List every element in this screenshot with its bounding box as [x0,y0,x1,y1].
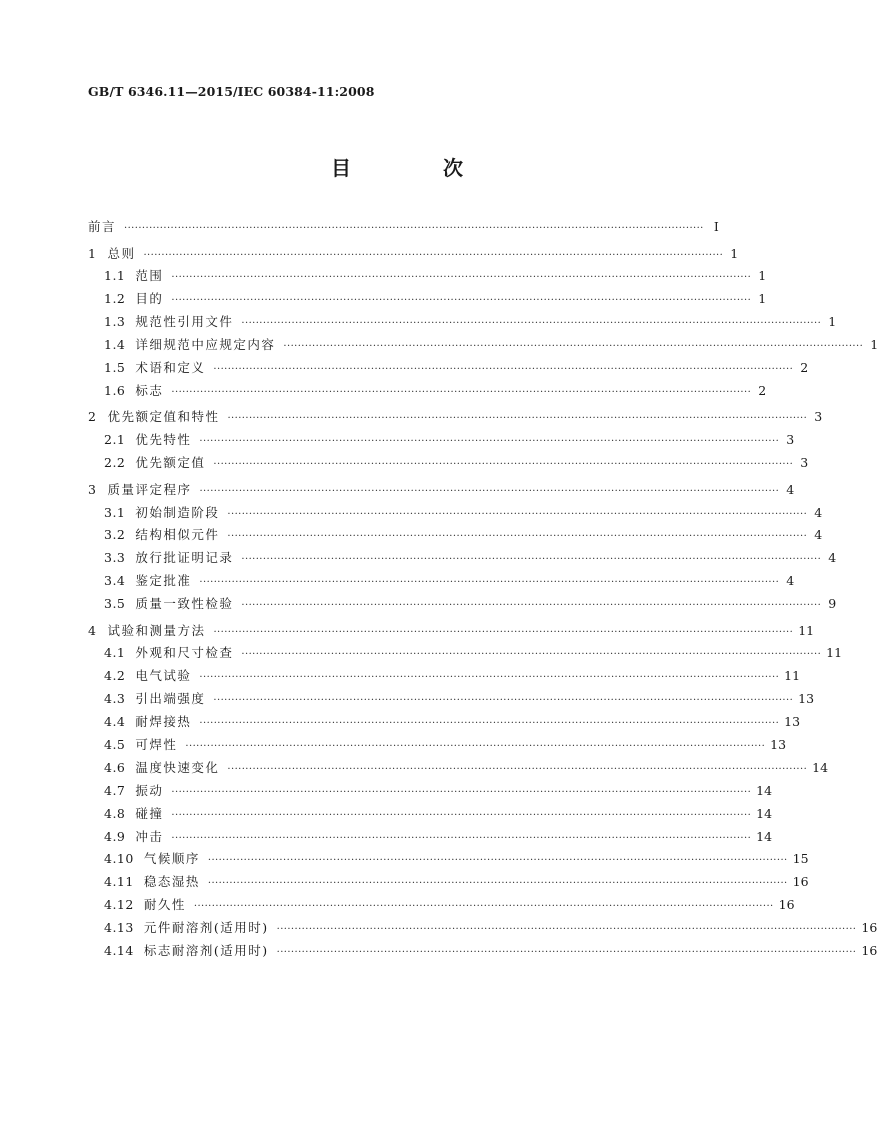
toc-entry-page: 1 [758,268,767,284]
toc-entry-number: 1 [88,245,97,261]
toc-entry[interactable] [88,691,815,708]
toc-entry[interactable] [88,805,773,823]
toc-entry-page: 3 [786,432,795,448]
toc-entry-number: 4.7 [104,782,126,798]
toc-entry-label: 气候顺序 [143,851,200,867]
toc-entry-label: 电气试验 [135,668,192,684]
dot-leader: ·································································································································································· [241,649,822,661]
toc-entry-number: 1.5 [104,359,126,375]
toc-entry-label: 耐久性 [143,897,186,913]
toc-entry-page: 16 [778,897,795,913]
toc-entry-label: 详细规范中应规定内容 [135,337,276,353]
toc-entry[interactable] [88,481,795,499]
toc-entry-page: 4 [814,504,823,520]
toc-entry[interactable] [88,550,837,567]
dot-leader: ·································································································································································· [276,924,857,936]
toc-entry-label: 元件耐溶剂(适用时) [143,920,269,936]
dot-leader: ·································································································································································· [171,272,752,284]
toc-entry-page: 1 [828,314,837,330]
toc-entry-page: 16 [861,943,878,959]
toc-entry-label: 前言 [88,219,117,234]
dot-leader: ·································································································································································· [124,223,704,234]
toc-entry-label: 范围 [135,268,164,284]
toc-entry[interactable] [88,943,878,960]
toc-entry-number: 4.11 [104,874,134,890]
dot-leader: ·································································································································································· [227,508,808,520]
toc-entry-page: 1 [730,245,739,261]
toc-entry-page: 16 [861,920,878,936]
toc-entry-label: 规范性引用文件 [135,314,234,330]
dot-leader: ·································································································································································· [199,485,780,497]
dot-leader: ·································································································································································· [171,832,752,844]
toc-entry-page: 1 [870,337,878,353]
dot-leader: ·································································································································································· [199,577,780,589]
toc-entry-page: 14 [756,805,773,821]
dot-leader: ·································································································································································· [227,413,808,425]
toc-entry-page: 11 [798,622,815,638]
toc-entry[interactable] [88,504,823,522]
toc-entry-page: 14 [812,759,829,775]
toc-entry-label: 稳态湿热 [143,874,200,890]
toc-entry-number: 3.1 [104,504,126,520]
toc-entry-page: 13 [798,691,815,707]
toc-entry-label: 温度快速变化 [135,759,220,775]
toc-entry-page: 4 [828,550,837,566]
toc-entry-number: 4.4 [104,714,126,730]
toc-entry-label: 优先额定值和特性 [107,409,220,425]
toc-entry-number: 2.2 [104,455,126,471]
toc-entry-page: 11 [784,668,801,684]
toc-entry[interactable] [88,432,795,449]
toc-entry-number: 3 [88,481,97,497]
toc-entry[interactable] [88,527,823,544]
toc-entry-number: 3.4 [104,573,126,589]
toc-entry-label: 振动 [135,782,164,798]
toc-entry-number: 4.2 [104,668,126,684]
toc-entry-number: 4.9 [104,828,126,844]
toc-entry-page: 11 [826,645,843,661]
toc-entry[interactable] [88,622,815,640]
dot-leader: ·································································································································································· [276,947,857,959]
toc-entry-page: 13 [784,714,801,730]
toc-entry[interactable] [88,828,773,846]
toc-entry-page: 14 [756,782,773,798]
toc-entry-number: 3.3 [104,550,126,566]
dot-leader: ·································································································································································· [171,809,752,821]
dot-leader: ·································································································································································· [207,878,788,890]
toc-entry-page: 3 [814,409,823,425]
dot-leader: ·································································································································································· [213,459,794,471]
toc-entry-number: 4.10 [104,851,134,867]
toc-entry[interactable] [88,596,837,613]
dot-leader: ·································································································································································· [143,249,724,261]
toc-entry-label: 试验和测量方法 [107,622,206,638]
dot-leader: ·································································································································································· [241,600,822,612]
toc-entry-page: 9 [828,596,837,612]
toc-entry[interactable] [88,245,739,263]
toc-entry[interactable] [88,759,829,777]
toc-entry-label: 术语和定义 [135,359,206,375]
dot-leader: ·································································································································································· [193,901,774,913]
toc-entry-number: 4.12 [104,897,134,913]
toc-entry[interactable] [88,737,787,754]
toc-entry-label: 优先额定值 [135,455,206,471]
toc-entry-page: 15 [792,851,809,867]
toc-entry-label: 鉴定批准 [135,573,192,589]
toc-entry-number: 4.6 [104,759,126,775]
dot-leader: ·································································································································································· [213,363,794,375]
toc-entry-label: 质量一致性检验 [135,596,234,612]
toc-entry-number: 4.5 [104,737,126,753]
document-code: GB/T 6346.11—2015/IEC 60384-11:2008 [88,84,375,99]
toc-entry-number: 4.13 [104,920,134,936]
dot-leader: ·································································································································································· [185,741,766,753]
toc-entry[interactable] [88,314,837,331]
toc-entry-number: 3.5 [104,596,126,612]
toc-entry[interactable] [88,714,801,731]
toc-entry-label: 碰撞 [135,805,164,821]
toc-entry-label: 目的 [135,291,164,307]
toc-entry[interactable] [88,409,823,426]
toc-entry[interactable] [88,573,795,590]
toc-entry[interactable] [88,382,767,400]
toc-entry[interactable] [88,851,809,868]
toc-entry-page: 2 [800,359,809,375]
toc-entry-label: 外观和尺寸检查 [135,645,234,661]
dot-leader: ·································································································································································· [283,341,864,353]
toc-entry-number: 4.3 [104,691,126,707]
toc-entry-page: 2 [758,382,767,398]
toc-entry[interactable] [88,874,809,891]
toc-entry-number: 3.2 [104,527,126,543]
toc-entry-page: Ⅰ [713,219,719,234]
toc-entry-label: 耐焊接热 [135,714,192,730]
toc-entry-number: 2 [88,409,97,425]
toc-entry[interactable] [88,782,773,800]
toc-entry-label: 可焊性 [135,737,178,753]
toc-entry-number: 4 [88,622,97,638]
toc-entry-label: 标志 [135,382,164,398]
toc-entry-label: 总则 [107,245,136,261]
toc-entry-number: 4.1 [104,645,126,661]
dot-leader: ·································································································································································· [171,295,752,307]
toc-entry-page: 4 [814,527,823,543]
toc-entry-label: 质量评定程序 [107,481,192,497]
toc-entry-label: 放行批证明记录 [135,550,234,566]
toc-entry-number: 1.2 [104,291,126,307]
toc-entry-page: 3 [800,455,809,471]
dot-leader: ·································································································································································· [227,763,808,775]
toc-entry-label: 优先特性 [135,432,192,448]
dot-leader: ·································································································································································· [213,626,794,638]
toc-entry-page: 13 [770,737,787,753]
toc-entry[interactable] [88,219,719,236]
toc-entry-label: 结构相似元件 [135,527,220,543]
dot-leader: ·································································································································································· [171,786,752,798]
dot-leader: ·································································································································································· [241,554,822,566]
toc-entry-number: 4.14 [104,943,134,959]
toc-entry[interactable] [88,291,767,308]
toc-entry[interactable] [88,268,767,285]
toc-entry[interactable] [88,359,809,377]
toc-entry[interactable] [88,337,878,354]
toc-entry-number: 1.4 [104,337,126,353]
toc-entry-label: 初始制造阶段 [135,504,220,520]
toc-entry[interactable] [88,668,801,685]
dot-leader: ·································································································································································· [213,695,794,707]
toc-entry-label: 冲击 [135,828,164,844]
dot-leader: ·································································································································································· [199,672,780,684]
toc-entry-label: 引出端强度 [135,691,206,707]
toc-entry[interactable] [88,920,878,937]
toc-entry-number: 4.8 [104,805,126,821]
toc-entry-page: 4 [786,481,795,497]
dot-leader: ·································································································································································· [207,855,788,867]
toc-title: 目 次 [331,156,499,180]
dot-leader: ·································································································································································· [199,718,780,730]
toc-entry[interactable] [88,897,795,914]
dot-leader: ·································································································································································· [171,386,752,398]
toc-entry-number: 1.6 [104,382,126,398]
toc-entry-number: 1.1 [104,268,126,284]
toc-entry-number: 1.3 [104,314,126,330]
toc-entry-page: 4 [786,573,795,589]
toc-entry-number: 2.1 [104,432,126,448]
table-of-contents [88,216,878,960]
toc-entry[interactable] [88,455,809,472]
toc-entry-page: 14 [756,828,773,844]
toc-entry[interactable] [88,645,843,662]
dot-leader: ·································································································································································· [227,531,808,543]
dot-leader: ·································································································································································· [241,318,822,330]
toc-entry-page: 1 [758,291,767,307]
toc-entry-label: 标志耐溶剂(适用时) [143,943,269,959]
toc-entry-page: 16 [792,874,809,890]
dot-leader: ·································································································································································· [199,436,780,448]
